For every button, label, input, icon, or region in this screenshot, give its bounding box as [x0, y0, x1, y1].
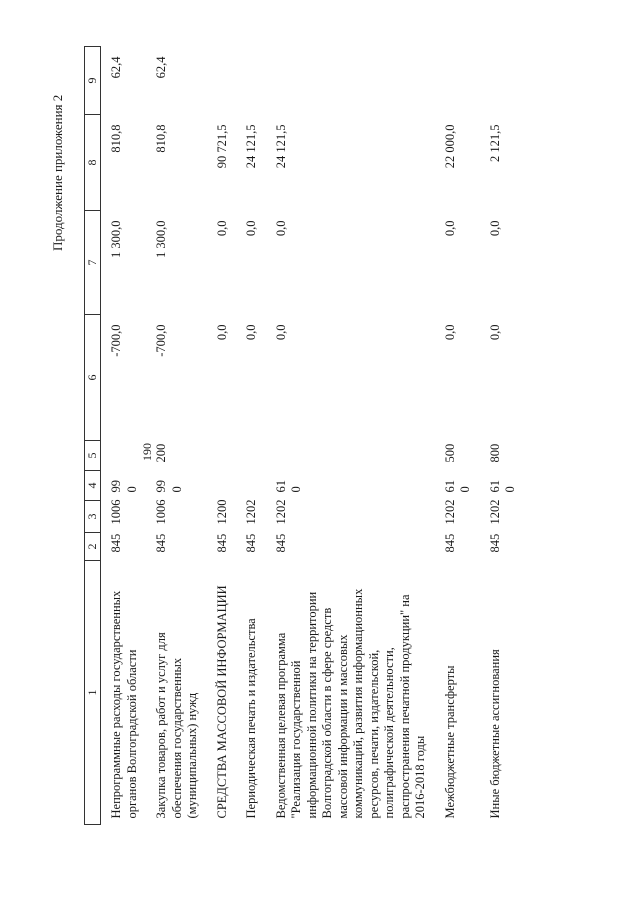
- cell-c3: 1202: [487, 499, 502, 525]
- cell-c8: 90 721,5: [214, 124, 229, 169]
- cell-c5: [101, 441, 147, 471]
- table-row: [207, 47, 237, 825]
- cell-c8: 810,8: [154, 124, 168, 153]
- cell-c9: [207, 47, 237, 115]
- cell-c5: [207, 441, 237, 471]
- cell-c5: 200: [154, 443, 168, 463]
- cell-c9: [266, 47, 435, 115]
- cell-c5: [266, 441, 435, 471]
- cell-c7: 0,0: [273, 220, 288, 237]
- column-header: 5: [85, 441, 101, 471]
- table-header-row: [85, 47, 101, 825]
- table-row: [146, 47, 207, 825]
- cell-c9: 62,4: [109, 56, 123, 79]
- cell-c9: 62,4: [154, 56, 168, 79]
- cell-c9: [236, 47, 266, 115]
- table-row: [236, 47, 266, 825]
- cell-c4: 99 0: [109, 480, 139, 493]
- cell-c6: 0,0: [244, 324, 258, 341]
- cell-c6: -700,0: [109, 324, 123, 357]
- cell-c4: 61 0: [273, 480, 303, 493]
- column-header: 9: [85, 47, 101, 115]
- table-row: [480, 47, 525, 825]
- cell-c7: 1 300,0: [109, 220, 123, 258]
- column-header: 4: [85, 471, 101, 501]
- column-header: 8: [85, 115, 101, 211]
- cell-c2: 845: [214, 533, 229, 553]
- cell-c7: 1 300,0: [154, 220, 168, 258]
- row-name: Периодическая печать и издательства: [244, 618, 258, 819]
- row-name: СРЕДСТВА МАССОВОЙ ИНФОРМАЦИИ: [214, 585, 229, 819]
- cell-c5: [236, 441, 266, 471]
- row-name: Ведомственная целевая программа "Реализация государственной информационной политики на территории Волгоградской области в сфере средств массовой информации и массовых коммуникаций, развития информационных ресурсов, печати, издательской, полиграфической деятельности, распространения печатной продукции" на 2016-2018 годы: [273, 588, 427, 819]
- cell-c6: 0,0: [214, 324, 229, 341]
- cell-c2: 845: [109, 533, 123, 553]
- table-row: [266, 47, 435, 825]
- cell-c2: 845: [273, 533, 288, 553]
- row-name: Иные бюджетные ассигнования: [487, 649, 502, 819]
- cell-c4: [236, 471, 266, 501]
- cell-c8: 22 000,0: [442, 124, 457, 169]
- continuation-label: Продолжение приложения 2: [50, 94, 65, 251]
- cell-c6: 0,0: [487, 324, 502, 341]
- cell-c3: 1202: [244, 499, 258, 525]
- cell-c9: [480, 47, 525, 115]
- cell-c3: 1006: [109, 499, 123, 525]
- cell-c7: 0,0: [244, 220, 258, 237]
- table-row: [101, 47, 147, 825]
- row-name: Закупка товаров, работ и услуг для обеспечения государственных (муниципальных) нужд: [154, 632, 199, 819]
- column-header: 7: [85, 211, 101, 315]
- cell-c8: 24 121,5: [273, 124, 288, 169]
- cell-c7: 0,0: [487, 220, 502, 237]
- cell-c6: -700,0: [154, 324, 168, 357]
- cell-c8: 810,8: [109, 124, 123, 153]
- row-name: Межбюджетные трансферты: [442, 665, 457, 819]
- cell-c3: 1006: [154, 499, 168, 525]
- column-header: 6: [85, 315, 101, 441]
- cell-c4: [207, 471, 237, 501]
- cell-c7: 0,0: [442, 220, 457, 237]
- table-row: [435, 47, 480, 825]
- cell-c2: 845: [154, 533, 168, 553]
- cell-c3: 1202: [273, 499, 288, 525]
- cell-c4: 61 0: [487, 480, 517, 493]
- cell-c3: 1200: [214, 499, 229, 525]
- cell-c6: 0,0: [273, 324, 288, 341]
- row-name: Непрограммные расходы государственных органов Волгоградской области: [109, 590, 139, 819]
- cell-c6: 0,0: [442, 324, 457, 341]
- budget-table: [84, 46, 525, 825]
- cell-c4: 99 0: [154, 480, 184, 493]
- cell-c2: 845: [244, 533, 258, 553]
- cell-c2: 845: [442, 533, 457, 553]
- cell-c7: 0,0: [214, 220, 229, 237]
- column-header: 3: [85, 501, 101, 533]
- page-number: 190: [140, 443, 154, 461]
- cell-c8: 2 121,5: [487, 124, 502, 162]
- column-header: 2: [85, 533, 101, 561]
- cell-c4: 61 0: [442, 480, 472, 493]
- cell-c8: 24 121,5: [244, 124, 258, 169]
- cell-c2: 845: [487, 533, 502, 553]
- cell-c9: [435, 47, 480, 115]
- column-header: 1: [85, 561, 101, 825]
- cell-c5: 800: [487, 443, 502, 463]
- cell-c5: 500: [442, 443, 457, 463]
- cell-c3: 1202: [442, 499, 457, 525]
